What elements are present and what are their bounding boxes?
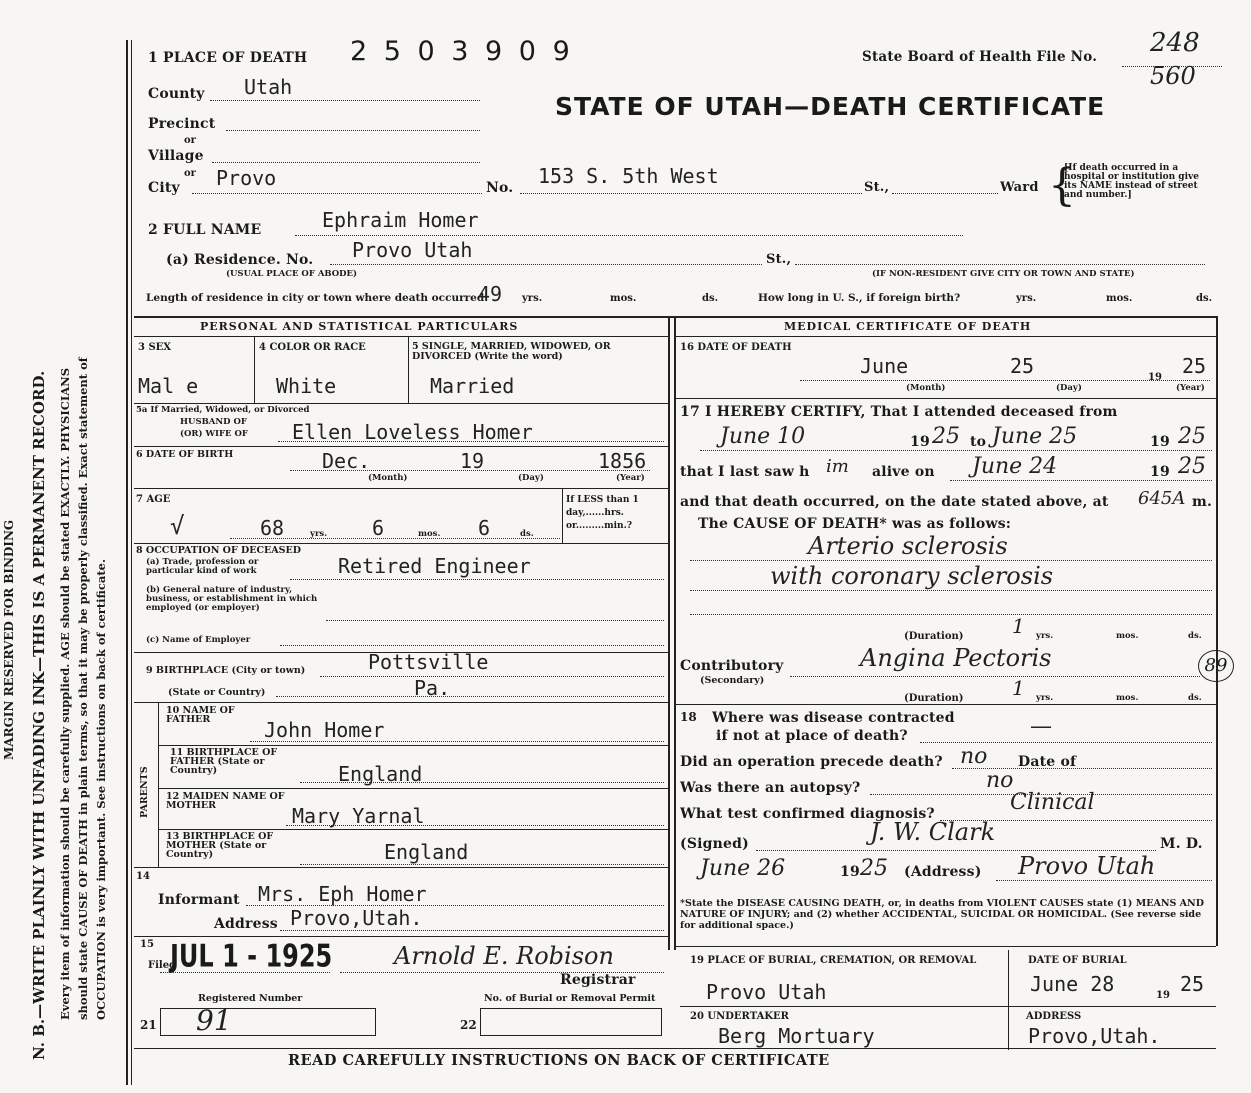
informant-address: Provo,Utah. <box>290 906 423 930</box>
file-no-label: State Board of Health File No. <box>862 49 1098 65</box>
sex-label: 3 SEX <box>138 342 172 353</box>
margin-instruction-1: Every item of information should be carefully supplied. AGE should be stated EXACTLY. PHYSICIANS <box>58 367 72 1020</box>
cause-primary: Arterio sclerosis <box>808 532 1008 560</box>
street-no-label: No. <box>486 180 514 196</box>
operation-value: no <box>960 744 988 769</box>
age-line <box>230 538 560 539</box>
cause-line-2 <box>690 590 1212 591</box>
cause-line-3 <box>690 614 1212 615</box>
contributory-line <box>790 676 1200 677</box>
mother-bp-line <box>300 864 664 865</box>
color-race-label: 4 COLOR OR RACE <box>259 342 366 353</box>
medical-section-title: MEDICAL CERTIFICATE OF DEATH <box>784 320 1032 333</box>
contracted-label-1: Where was disease contracted <box>712 710 955 726</box>
parents-label: PARENTS <box>139 766 150 818</box>
informant-address-label: Address <box>214 916 278 932</box>
mother-name: Mary Yarnal <box>292 804 425 828</box>
burial-date: June 28 <box>1030 972 1115 996</box>
undertaker-address-label: ADDRESS <box>1026 1011 1082 1022</box>
personal-title-rule <box>134 336 668 337</box>
signed-label: (Signed) <box>680 836 749 852</box>
item-18: 18 <box>680 710 697 724</box>
burial-place-label: 19 PLACE OF BURIAL, CREMATION, OR REMOVAL <box>690 955 977 966</box>
item-21: 21 <box>140 1018 157 1032</box>
burial-divider <box>1008 950 1009 1050</box>
hospital-note: [If death occurred in a hospital or institution give its NAME instead of street and number.] <box>1064 163 1199 200</box>
birthplace-state-line <box>276 696 664 697</box>
length-ds-unit: ds. <box>702 293 719 304</box>
cause-label: The CAUSE OF DEATH* was as follows: <box>698 516 1012 532</box>
duration-1-ds: ds. <box>1188 631 1202 641</box>
registered-number: 91 <box>196 1004 232 1037</box>
age-ds-unit: ds. <box>520 529 534 539</box>
signed-year: 25 <box>860 856 888 881</box>
full-name-value: Ephraim Homer <box>322 208 479 232</box>
physician-address: Provo Utah <box>1018 852 1156 880</box>
father-name-label: 10 NAME OF FATHER <box>166 705 235 725</box>
color-divider <box>408 337 409 403</box>
precinct-line <box>226 130 480 131</box>
item-15: 15 <box>140 939 154 950</box>
row-6-bottom <box>134 488 668 489</box>
mother-bottom <box>159 829 668 830</box>
dod-year: 25 <box>1182 354 1207 378</box>
city-value: Provo <box>216 166 277 190</box>
father-name: John Homer <box>264 718 385 742</box>
duration-1-yrs: yrs. <box>1036 631 1054 641</box>
dob-month-caption: (Month) <box>368 473 408 483</box>
age-mos-unit: mos. <box>418 529 441 539</box>
length-residence-label: Length of residence in city or town where death occurred <box>146 292 485 304</box>
birthplace-state-label: (State or Country) <box>168 687 266 698</box>
physician-signature: J. W. Clark <box>870 818 996 846</box>
birthplace-state: Pa. <box>414 676 451 700</box>
operation-date-label: Date of <box>1018 754 1077 770</box>
mother-birthplace: England <box>384 840 469 864</box>
dod-day-caption: (Day) <box>1056 383 1082 393</box>
place-of-death-label: 1 PLACE OF DEATH <box>148 50 308 66</box>
physician-address-label: (Address) <box>904 864 982 880</box>
last-saw-him: im <box>826 456 849 477</box>
father-birthplace-label: 11 BIRTHPLACE OF FATHER (State or Country) <box>170 747 278 776</box>
cause-line-1 <box>690 560 1212 561</box>
street-line <box>520 193 862 194</box>
dob-year-caption: (Year) <box>616 473 645 483</box>
color-race-value: White <box>276 374 337 398</box>
contributory-label: Contributory <box>680 658 784 674</box>
left-border-inner <box>131 40 132 1085</box>
father-bp-bottom <box>159 788 668 789</box>
father-birthplace: England <box>338 762 423 786</box>
contracted-dash: — <box>1030 714 1052 739</box>
residence-st-line <box>795 264 1205 265</box>
last-saw-date: June 24 <box>972 454 1058 479</box>
spouse-value: Ellen Loveless Homer <box>292 420 533 444</box>
burial-bottom <box>680 1006 1216 1007</box>
age-label: 7 AGE <box>136 494 171 505</box>
dod-year-prefix: 19 <box>1148 372 1162 383</box>
sex-divider <box>254 337 255 403</box>
dod-month: June <box>860 354 909 378</box>
father-bottom <box>159 745 668 746</box>
ward-label: Ward <box>1000 180 1039 195</box>
item-22: 22 <box>460 1018 477 1032</box>
certificate-number: 2 5 0 3 9 0 9 <box>350 36 574 67</box>
footer-rule <box>134 1048 1216 1049</box>
marital-value: Married <box>430 374 515 398</box>
signed-19: 19 <box>840 864 860 880</box>
duration-1-mos: mos. <box>1116 631 1139 641</box>
residence-line <box>330 264 762 265</box>
or-1: or <box>184 135 196 146</box>
full-name-label: 2 FULL NAME <box>148 222 262 238</box>
attended-to-label: to <box>970 434 987 450</box>
grid-mid-v2 <box>674 316 676 950</box>
death-occurred-label: and that death occurred, on the date stated above, at <box>680 494 1109 510</box>
burial-permit-label: No. of Burial or Removal Permit <box>484 993 656 1004</box>
burial-year-prefix: 19 <box>1156 990 1170 1001</box>
registrar-signature: Arnold E. Robison <box>394 942 614 970</box>
margin-binding-text: MARGIN RESERVED FOR BINDING <box>2 519 16 760</box>
county-value: Utah <box>244 75 293 99</box>
undertaker-address: Provo,Utah. <box>1028 1024 1161 1048</box>
sex-value: Mal e <box>138 374 199 398</box>
dod-day: 25 <box>1010 354 1035 378</box>
duration-1-label: (Duration) <box>904 631 964 642</box>
birthplace-line <box>320 676 664 677</box>
occupation-b-label: (b) General nature of industry, business, or establishment in which employed (or employer) <box>146 585 318 613</box>
dob-year: 1856 <box>598 449 647 473</box>
occupation-line <box>290 579 664 580</box>
us-mos-unit: mos. <box>1106 293 1133 304</box>
occupation-a-label: (a) Trade, profession or particular kind of work <box>146 557 259 576</box>
how-long-us-label: How long in U. S., if foreign birth? <box>758 292 961 304</box>
duration-2-label: (Duration) <box>904 693 964 704</box>
filed-line <box>160 972 330 973</box>
cause-footnote: *State the DISEASE CAUSING DEATH, or, in deaths from VIOLENT CAUSES state (1) MEANS AND NATURE OF INJURY; and (2) whether ACCIDENTAL, SUICIDAL OR HOMICIDAL. (See reverse side for additional space.) <box>680 898 1204 931</box>
dob-day-caption: (Day) <box>518 473 544 483</box>
occupation-value: Retired Engineer <box>338 554 531 578</box>
age-check: √ <box>170 512 185 540</box>
cause-secondary: with coronary sclerosis <box>770 562 1054 590</box>
attended-to: June 25 <box>992 424 1078 449</box>
operation-label: Did an operation precede death? <box>680 754 943 770</box>
residence-value: Provo Utah <box>352 238 473 262</box>
parents-divider <box>158 703 159 867</box>
registrar-label: Registrar <box>560 972 636 988</box>
undertaker-label: 20 UNDERTAKER <box>690 1011 789 1022</box>
time-of-death: 645A <box>1138 488 1186 509</box>
age-months: 6 <box>372 516 385 540</box>
margin-instruction-2: should state CAUSE OF DEATH in plain terms, so that it may be properly classified. Exact statement of <box>76 357 90 1020</box>
certificate-title: STATE OF UTAH—DEATH CERTIFICATE <box>555 92 1106 121</box>
personal-section-title: PERSONAL AND STATISTICAL PARTICULARS <box>200 320 519 333</box>
dob-month: Dec. <box>322 449 371 473</box>
length-years: 49 <box>478 282 503 306</box>
mother-birthplace-label: 13 BIRTHPLACE OF MOTHER (State or Country) <box>166 831 274 860</box>
burial-place: Provo Utah <box>706 980 827 1004</box>
signed-line <box>756 850 1156 851</box>
row-16-bottom <box>676 398 1216 399</box>
left-border <box>126 40 128 1085</box>
occupation-b-line <box>326 620 664 621</box>
test-label: What test confirmed diagnosis? <box>680 806 935 822</box>
signed-date: June 26 <box>700 856 786 881</box>
margin-nb-text: N. B.—WRITE PLAINLY WITH UNFADING INK—THIS IS A PERMANENT RECORD. <box>30 370 48 1060</box>
occupation-label: 8 OCCUPATION OF DECEASED <box>136 545 302 556</box>
employer-line <box>280 645 664 646</box>
county-label: County <box>148 86 205 102</box>
row-9-bottom <box>134 702 668 703</box>
informant-label: Informant <box>158 892 240 908</box>
informant-address-line <box>280 930 664 931</box>
residence-st-label: St., <box>766 252 792 267</box>
dod-line <box>800 380 1210 381</box>
county-line <box>210 100 480 101</box>
us-yrs-unit: yrs. <box>1016 293 1037 304</box>
spouse-label-b: HUSBAND OF <box>180 417 247 427</box>
ward-line <box>892 193 998 194</box>
contributory-cause: Angina Pectoris <box>860 644 1052 672</box>
duration-1: 1 <box>1012 614 1025 638</box>
burial-date-label: DATE OF BURIAL <box>1028 955 1127 966</box>
dod-month-caption: (Month) <box>906 383 946 393</box>
street-value: 153 S. 5th West <box>538 164 719 188</box>
filed-date-stamp: JUL 1 - 1925 <box>170 938 333 975</box>
margin-instruction-3: OCCUPATION is very important. See instructions on back of certificate. <box>94 559 108 1020</box>
time-m: m. <box>1192 494 1213 510</box>
last-saw-label: that I last saw h <box>680 464 810 480</box>
row-13-bottom <box>134 867 668 868</box>
city-label: City <box>148 180 180 196</box>
length-yrs-unit: yrs. <box>522 293 543 304</box>
duration-2-mos: mos. <box>1116 693 1139 703</box>
mother-name-label: 12 MAIDEN NAME OF MOTHER <box>166 791 285 811</box>
hospital-brace: { <box>1048 160 1076 211</box>
length-mos-unit: mos. <box>610 293 637 304</box>
row-14-bottom <box>134 936 668 937</box>
file-no: 248 <box>1150 28 1200 58</box>
city-line <box>192 193 482 194</box>
marital-label: 5 SINGLE, MARRIED, WIDOWED, OR DIVORCED (Write the word) <box>412 341 611 362</box>
undertaker-value: Berg Mortuary <box>718 1024 875 1048</box>
full-name-line <box>295 235 963 236</box>
item-14: 14 <box>136 871 150 882</box>
duration-2: 1 <box>1012 676 1025 700</box>
contracted-line <box>920 742 1212 743</box>
alive-on-label: alive on <box>872 464 935 480</box>
or-2: or <box>184 168 196 179</box>
filed-label: Filed <box>148 960 177 971</box>
nonresident-caption: (IF NON-RESIDENT GIVE CITY OR TOWN AND STATE) <box>872 269 1135 279</box>
attended-line <box>700 450 1212 451</box>
village-label: Village <box>148 148 204 164</box>
last-saw-19: 19 <box>1150 464 1170 480</box>
medical-title-rule <box>676 336 1216 337</box>
precinct-label: Precinct <box>148 116 216 132</box>
birthplace-city: Pottsville <box>368 650 489 674</box>
classification-code: 89 <box>1198 650 1234 682</box>
attended-to-year: 25 <box>1178 424 1206 449</box>
duration-2-yrs: yrs. <box>1036 693 1054 703</box>
informant-value: Mrs. Eph Homer <box>258 882 427 906</box>
dob-label: 6 DATE OF BIRTH <box>136 449 234 460</box>
test-value: Clinical <box>1010 790 1095 815</box>
residence-label: (a) Residence. No. <box>166 252 314 268</box>
birthplace-label: 9 BIRTHPLACE (City or town) <box>146 665 306 676</box>
village-line <box>212 162 480 163</box>
physician-address-line <box>996 880 1212 881</box>
row-3-bottom <box>134 403 668 404</box>
row-18-bottom <box>676 946 1216 947</box>
file-no-2: 560 <box>1150 62 1196 90</box>
dob-line <box>290 470 650 471</box>
attended-from: June 10 <box>720 424 806 449</box>
registered-number-box <box>160 1008 376 1036</box>
registrar-line <box>340 972 664 973</box>
employer-label: (c) Name of Employer <box>146 635 251 645</box>
row-7-bottom <box>134 543 668 544</box>
date-of-death-label: 16 DATE OF DEATH <box>680 342 792 353</box>
age-years: 68 <box>260 516 285 540</box>
registered-number-label: Registered Number <box>198 993 303 1004</box>
last-saw-line <box>950 480 1212 481</box>
spouse-label-c: (OR) WIFE OF <box>180 429 248 439</box>
last-saw-year: 25 <box>1178 454 1206 479</box>
footer-instructions: READ CAREFULLY INSTRUCTIONS ON BACK OF CERTIFICATE <box>288 1052 830 1069</box>
age-divider <box>562 489 563 543</box>
row-5a-bottom <box>134 446 668 447</box>
secondary-caption: (Secondary) <box>700 675 765 686</box>
autopsy-value: no <box>986 768 1014 793</box>
burial-permit-box <box>480 1008 662 1036</box>
certify-statement: 17 I HEREBY CERTIFY, That I attended deceased from <box>680 404 1118 420</box>
usual-place-caption: (USUAL PLACE OF ABODE) <box>226 269 358 279</box>
autopsy-label: Was there an autopsy? <box>680 780 861 796</box>
attended-to-19: 19 <box>1150 434 1170 450</box>
us-ds-unit: ds. <box>1196 293 1213 304</box>
age-days: 6 <box>478 516 491 540</box>
contracted-label-2: if not at place of death? <box>716 728 908 744</box>
st-label: St., <box>864 180 890 195</box>
attended-from-19: 19 <box>910 434 930 450</box>
md-label: M. D. <box>1160 836 1203 852</box>
row-17-bottom <box>676 704 1216 705</box>
age-yrs-unit: yrs. <box>310 529 328 539</box>
grid-mid-v <box>668 316 670 950</box>
dob-day: 19 <box>460 449 485 473</box>
burial-year: 25 <box>1180 972 1205 996</box>
duration-2-ds: ds. <box>1188 693 1202 703</box>
spouse-label-a: 5a If Married, Widowed, or Divorced <box>136 405 310 415</box>
grid-right <box>1216 316 1218 946</box>
attended-from-year: 25 <box>932 424 960 449</box>
dod-year-caption: (Year) <box>1176 383 1205 393</box>
less-than-day-label: If LESS than 1 day,......hrs. or.........min.? <box>566 495 639 531</box>
